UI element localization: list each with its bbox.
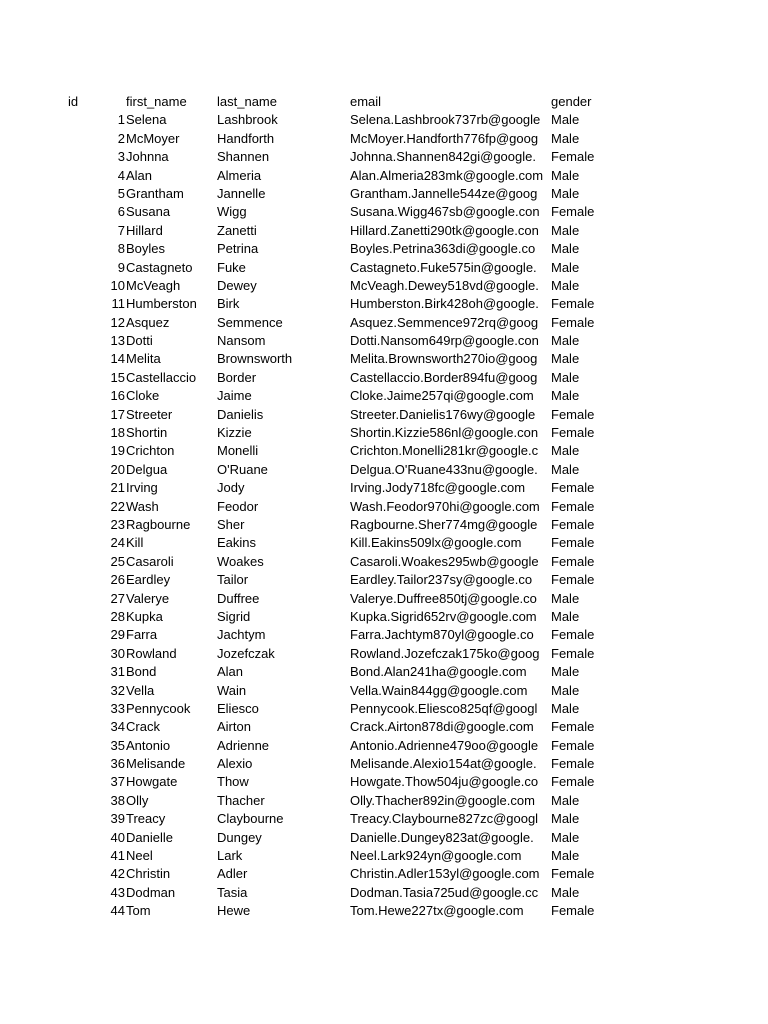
table-row	[0, 810, 768, 828]
cell-id: 31	[110, 664, 125, 680]
cell-email: Delgua.O'Ruane433nu@google.	[350, 461, 538, 477]
cell-first-name: Susana	[126, 204, 171, 220]
cell-first-name: McVeagh	[126, 277, 181, 293]
table-row	[0, 240, 768, 258]
cell-gender: Female	[551, 480, 595, 496]
cell-id: 16	[110, 388, 125, 404]
cell-id: 35	[110, 737, 125, 753]
cell-email: Alan.Almeria283mk@google.com	[350, 167, 544, 183]
cell-first-name: Melisande	[126, 756, 186, 772]
cell-first-name: Treacy	[126, 811, 166, 827]
table-row	[0, 277, 768, 295]
cell-first-name: Kupka	[126, 608, 163, 624]
cell-id: 20	[110, 461, 125, 477]
cell-email: Tom.Hewe227tx@google.com	[350, 903, 524, 919]
cell-id: 9	[117, 259, 125, 275]
cell-first-name: Eardley	[126, 572, 171, 588]
cell-first-name: Dotti	[126, 333, 153, 349]
table-row	[0, 259, 768, 277]
cell-first-name: Selena	[126, 112, 167, 128]
cell-email: Christin.Adler153yl@google.com	[350, 866, 540, 882]
cell-id: 39	[110, 811, 125, 827]
cell-last-name: Adrienne	[217, 737, 270, 753]
cell-email: Castagneto.Fuke575in@google.	[350, 259, 537, 275]
cell-first-name: Boyles	[126, 241, 166, 257]
cell-gender: Female	[551, 314, 595, 330]
cell-last-name: Monelli	[217, 443, 259, 459]
table-row	[0, 424, 768, 442]
cell-email: Kill.Eakins509lx@google.com	[350, 535, 522, 551]
cell-last-name: Jachtym	[217, 627, 266, 643]
cell-email: Antonio.Adrienne479oo@google	[350, 737, 539, 753]
cell-gender: Male	[551, 443, 580, 459]
cell-id: 1	[117, 112, 125, 128]
cell-gender: Male	[551, 222, 580, 238]
table-row	[0, 516, 768, 534]
cell-gender: Female	[551, 572, 595, 588]
table-row	[0, 203, 768, 221]
cell-last-name: Eliesco	[217, 700, 259, 716]
cell-gender: Female	[551, 149, 595, 165]
cell-email: Hillard.Zanetti290tk@google.con	[350, 222, 539, 238]
cell-email: Treacy.Claybourne827zc@googl	[350, 811, 539, 827]
cell-last-name: Kizzie	[217, 425, 252, 441]
header-first-name: first_name	[126, 94, 187, 109]
cell-first-name: Castagneto	[126, 259, 193, 275]
cell-gender: Female	[551, 866, 595, 882]
cell-email: Vella.Wain844gg@google.com	[350, 682, 528, 698]
cell-gender: Male	[551, 259, 580, 275]
cell-gender: Male	[551, 664, 580, 680]
cell-email: Valerye.Duffree850tj@google.co	[350, 590, 537, 606]
table-row	[0, 111, 768, 129]
cell-last-name: Border	[217, 369, 257, 385]
cell-gender: Male	[551, 829, 580, 845]
table-row	[0, 332, 768, 350]
cell-last-name: Jody	[217, 480, 245, 496]
table-row	[0, 884, 768, 902]
data-table	[0, 93, 768, 921]
cell-email: Castellaccio.Border894fu@goog	[350, 369, 538, 385]
cell-id: 43	[110, 884, 125, 900]
cell-first-name: Delgua	[126, 461, 168, 477]
cell-first-name: Farra	[126, 627, 158, 643]
table-row	[0, 442, 768, 460]
cell-id: 34	[110, 719, 125, 735]
cell-id: 11	[111, 296, 125, 312]
cell-gender: Male	[551, 241, 580, 257]
cell-first-name: Humberston	[126, 296, 197, 312]
cell-first-name: Asquez	[126, 314, 170, 330]
header-email: email	[350, 94, 382, 109]
cell-email: Susana.Wigg467sb@google.con	[350, 204, 540, 220]
cell-id: 6	[117, 204, 125, 220]
cell-email: Ragbourne.Sher774mg@google	[350, 516, 538, 532]
cell-id: 42	[110, 866, 125, 882]
table-row	[0, 479, 768, 497]
table-row	[0, 755, 768, 773]
cell-first-name: Bond	[126, 664, 157, 680]
table-row	[0, 571, 768, 589]
cell-email: McMoyer.Handforth776fp@goog	[350, 130, 539, 146]
cell-last-name: Almeria	[217, 167, 262, 183]
cell-gender: Male	[551, 130, 580, 146]
cell-first-name: Antonio	[126, 737, 171, 753]
table-row	[0, 829, 768, 847]
cell-email: Dodman.Tasia725ud@google.cc	[350, 884, 539, 900]
table-row	[0, 148, 768, 166]
cell-gender: Female	[551, 627, 595, 643]
cell-id: 21	[110, 480, 125, 496]
cell-first-name: Rowland	[126, 645, 177, 661]
header-last-name: last_name	[217, 94, 277, 109]
cell-first-name: Vella	[126, 682, 155, 698]
cell-last-name: Jozefczak	[217, 645, 275, 661]
table-row	[0, 406, 768, 424]
cell-id: 33	[110, 700, 125, 716]
cell-gender: Male	[551, 811, 580, 827]
header-gender: gender	[551, 94, 592, 109]
cell-id: 19	[110, 443, 125, 459]
cell-first-name: Howgate	[126, 774, 178, 790]
cell-id: 22	[110, 498, 125, 514]
cell-last-name: Sigrid	[217, 608, 251, 624]
cell-id: 10	[110, 277, 125, 293]
cell-first-name: Danielle	[126, 829, 173, 845]
table-row	[0, 847, 768, 865]
cell-id: 25	[110, 553, 125, 569]
cell-first-name: Kill	[126, 535, 144, 551]
cell-email: Crichton.Monelli281kr@google.c	[350, 443, 539, 459]
cell-id: 5	[117, 185, 125, 201]
cell-first-name: Johnna	[126, 149, 169, 165]
cell-id: 29	[110, 627, 125, 643]
cell-last-name: Adler	[217, 866, 248, 882]
cell-id: 18	[110, 425, 125, 441]
table-row	[0, 737, 768, 755]
cell-email: Kupka.Sigrid652rv@google.com	[350, 608, 537, 624]
cell-id: 23	[110, 516, 125, 532]
table-row	[0, 130, 768, 148]
cell-email: Dotti.Nansom649rp@google.con	[350, 333, 539, 349]
cell-last-name: Fuke	[217, 259, 246, 275]
cell-gender: Male	[551, 277, 580, 293]
cell-first-name: McMoyer	[126, 130, 180, 146]
table-row	[0, 350, 768, 368]
table-row	[0, 700, 768, 718]
table-row	[0, 314, 768, 332]
table-row	[0, 590, 768, 608]
cell-email: Selena.Lashbrook737rb@google	[350, 112, 541, 128]
cell-gender: Female	[551, 425, 595, 441]
cell-email: Johnna.Shannen842gi@google.	[350, 149, 536, 165]
cell-email: Danielle.Dungey823at@google.	[350, 829, 534, 845]
cell-last-name: Dewey	[217, 277, 257, 293]
cell-last-name: Woakes	[217, 553, 264, 569]
table-row	[0, 167, 768, 185]
cell-last-name: Feodor	[217, 498, 259, 514]
cell-first-name: Alan	[126, 167, 153, 183]
table-row	[0, 222, 768, 240]
cell-gender: Male	[551, 333, 580, 349]
cell-email: Melisande.Alexio154at@google.	[350, 756, 537, 772]
cell-last-name: Birk	[217, 296, 240, 312]
cell-first-name: Melita	[126, 351, 161, 367]
cell-last-name: Airton	[217, 719, 251, 735]
cell-last-name: Danielis	[217, 406, 264, 422]
cell-gender: Male	[551, 388, 580, 404]
cell-id: 44	[110, 903, 125, 919]
cell-gender: Male	[551, 848, 580, 864]
cell-email: Asquez.Semmence972rq@goog	[350, 314, 539, 330]
cell-first-name: Casaroli	[126, 553, 174, 569]
cell-gender: Female	[551, 296, 595, 312]
cell-first-name: Christin	[126, 866, 171, 882]
cell-id: 26	[110, 572, 125, 588]
cell-last-name: Sher	[217, 516, 245, 532]
table-row	[0, 645, 768, 663]
cell-id: 7	[117, 222, 125, 238]
cell-gender: Female	[551, 756, 595, 772]
cell-id: 15	[110, 369, 125, 385]
cell-last-name: Wigg	[217, 204, 247, 220]
cell-email: Pennycook.Eliesco825qf@googl	[350, 700, 538, 716]
table-row	[0, 498, 768, 516]
table-row	[0, 865, 768, 883]
cell-last-name: Duffree	[217, 590, 260, 606]
cell-first-name: Tom	[126, 903, 151, 919]
cell-last-name: Alexio	[217, 756, 253, 772]
cell-email: Crack.Airton878di@google.com	[350, 719, 534, 735]
cell-last-name: Lark	[217, 848, 243, 864]
cell-id: 36	[110, 756, 125, 772]
cell-gender: Male	[551, 792, 580, 808]
cell-last-name: O'Ruane	[217, 461, 268, 477]
cell-first-name: Shortin	[126, 425, 168, 441]
cell-last-name: Nansom	[217, 333, 266, 349]
cell-last-name: Jannelle	[217, 185, 266, 201]
header-id: id	[68, 94, 79, 109]
cell-first-name: Castellaccio	[126, 369, 197, 385]
cell-last-name: Jaime	[217, 388, 252, 404]
cell-email: Wash.Feodor970hi@google.com	[350, 498, 540, 514]
cell-gender: Male	[551, 185, 580, 201]
table-row	[0, 792, 768, 810]
cell-gender: Male	[551, 369, 580, 385]
cell-email: Casaroli.Woakes295wb@google	[350, 553, 539, 569]
table-header-row	[0, 93, 768, 111]
cell-last-name: Petrina	[217, 241, 259, 257]
cell-last-name: Eakins	[217, 535, 257, 551]
cell-id: 24	[110, 535, 125, 551]
cell-email: Eardley.Tailor237sy@google.co	[350, 572, 533, 588]
cell-gender: Male	[551, 700, 580, 716]
table-row	[0, 718, 768, 736]
cell-last-name: Dungey	[217, 829, 262, 845]
table-row	[0, 553, 768, 571]
cell-email: Irving.Jody718fc@google.com	[350, 480, 526, 496]
table-row	[0, 185, 768, 203]
cell-last-name: Brownsworth	[217, 351, 293, 367]
table-row	[0, 682, 768, 700]
cell-id: 14	[110, 351, 125, 367]
cell-first-name: Cloke	[126, 388, 160, 404]
cell-last-name: Lashbrook	[217, 112, 278, 128]
table-row	[0, 295, 768, 313]
cell-email: Melita.Brownsworth270io@goog	[350, 351, 538, 367]
cell-gender: Female	[551, 645, 595, 661]
cell-email: Grantham.Jannelle544ze@goog	[350, 185, 538, 201]
cell-gender: Male	[551, 351, 580, 367]
cell-gender: Female	[551, 719, 595, 735]
cell-last-name: Thow	[217, 774, 249, 790]
cell-id: 12	[110, 314, 125, 330]
cell-gender: Female	[551, 535, 595, 551]
cell-id: 32	[110, 682, 125, 698]
cell-id: 40	[110, 829, 125, 845]
cell-email: McVeagh.Dewey518vd@google.	[350, 277, 539, 293]
cell-email: Humberston.Birk428oh@google.	[350, 296, 539, 312]
cell-last-name: Claybourne	[217, 811, 284, 827]
cell-last-name: Thacher	[217, 792, 265, 808]
cell-id: 4	[117, 167, 125, 183]
cell-last-name: Zanetti	[217, 222, 257, 238]
cell-id: 30	[110, 645, 125, 661]
cell-gender: Female	[551, 903, 595, 919]
cell-last-name: Hewe	[217, 903, 251, 919]
cell-id: 3	[117, 149, 125, 165]
cell-id: 28	[110, 608, 125, 624]
cell-gender: Female	[551, 498, 595, 514]
cell-gender: Male	[551, 167, 580, 183]
cell-first-name: Streeter	[126, 406, 173, 422]
table-row	[0, 663, 768, 681]
table-row	[0, 461, 768, 479]
cell-email: Farra.Jachtym870yl@google.co	[350, 627, 534, 643]
cell-last-name: Handforth	[217, 130, 275, 146]
cell-email: Cloke.Jaime257qi@google.com	[350, 388, 534, 404]
cell-gender: Male	[551, 590, 580, 606]
cell-gender: Female	[551, 204, 595, 220]
cell-email: Howgate.Thow504ju@google.co	[350, 774, 539, 790]
cell-id: 27	[110, 590, 125, 606]
cell-id: 17	[110, 406, 125, 422]
cell-email: Olly.Thacher892in@google.com	[350, 792, 535, 808]
cell-id: 37	[110, 774, 125, 790]
cell-id: 8	[117, 241, 125, 257]
cell-gender: Male	[551, 682, 580, 698]
cell-gender: Male	[551, 461, 580, 477]
cell-id: 41	[110, 848, 125, 864]
cell-first-name: Grantham	[126, 185, 184, 201]
cell-first-name: Crichton	[126, 443, 175, 459]
cell-first-name: Hillard	[126, 222, 163, 238]
table-row	[0, 608, 768, 626]
table-row	[0, 369, 768, 387]
cell-gender: Female	[551, 516, 595, 532]
table-row	[0, 534, 768, 552]
cell-gender: Female	[551, 774, 595, 790]
cell-first-name: Crack	[126, 719, 160, 735]
cell-first-name: Irving	[126, 480, 158, 496]
cell-email: Neel.Lark924yn@google.com	[350, 848, 522, 864]
cell-last-name: Semmence	[217, 314, 283, 330]
cell-last-name: Tailor	[217, 572, 249, 588]
cell-gender: Male	[551, 112, 580, 128]
cell-gender: Female	[551, 406, 595, 422]
cell-first-name: Dodman	[126, 884, 176, 900]
cell-id: 13	[110, 333, 125, 349]
cell-last-name: Tasia	[217, 884, 248, 900]
cell-first-name: Olly	[126, 792, 149, 808]
table-row	[0, 773, 768, 791]
cell-gender: Male	[551, 884, 580, 900]
cell-first-name: Valerye	[126, 590, 170, 606]
cell-email: Rowland.Jozefczak175ko@goog	[350, 645, 540, 661]
cell-first-name: Pennycook	[126, 700, 191, 716]
cell-first-name: Neel	[126, 848, 153, 864]
cell-gender: Female	[551, 737, 595, 753]
table-row	[0, 902, 768, 920]
table-row	[0, 626, 768, 644]
cell-email: Shortin.Kizzie586nl@google.con	[350, 425, 539, 441]
cell-last-name: Shannen	[217, 149, 270, 165]
cell-id: 2	[117, 130, 125, 146]
cell-gender: Male	[551, 608, 580, 624]
cell-email: Streeter.Danielis176wy@google	[350, 406, 536, 422]
cell-last-name: Alan	[217, 664, 244, 680]
cell-last-name: Wain	[217, 682, 247, 698]
table-body	[0, 111, 768, 920]
cell-first-name: Wash	[126, 498, 159, 514]
table-row	[0, 387, 768, 405]
cell-email: Boyles.Petrina363di@google.co	[350, 241, 536, 257]
cell-first-name: Ragbourne	[126, 516, 191, 532]
cell-id: 38	[110, 792, 125, 808]
cell-gender: Female	[551, 553, 595, 569]
cell-email: Bond.Alan241ha@google.com	[350, 664, 527, 680]
